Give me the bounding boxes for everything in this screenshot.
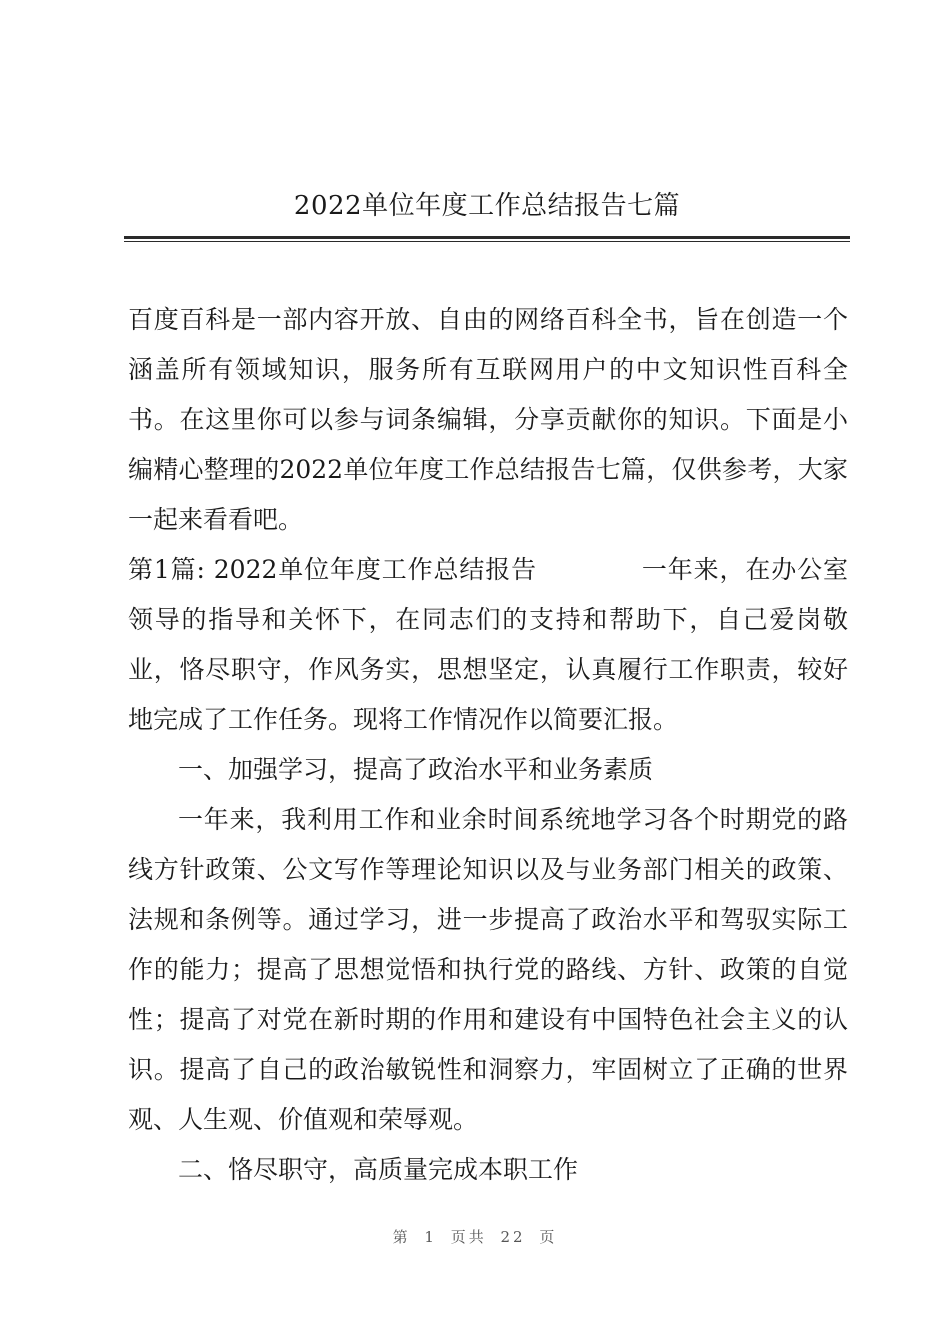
section-1-text: 一年来，在办公室领导的指导和关怀下，在同志们的支持和帮助下，自己爱岗敬业，恪尽职守，作风务实，思想坚定，认真履行工作职责，较好地完成了工作任务。现将工作情况作以简要汇报。	[128, 555, 848, 734]
intro-paragraph: 百度百科是一部内容开放、自由的网络百科全书，旨在创造一个涵盖所有领域知识，服务所有互联网用户的中文知识性百科全书。在这里你可以参与词条编辑，分享贡献你的知识。下面是小编精心整理的2022单位年度工作总结报告七篇，仅供参考，大家一起来看看吧。	[128, 305, 848, 534]
document-title: 2022单位年度工作总结报告七篇	[293, 191, 681, 221]
page-footer: 第 1 页共 22 页	[392, 1228, 558, 1246]
title-divider-thin	[124, 241, 850, 242]
document-body	[128, 295, 848, 1195]
title-divider-thick	[124, 236, 850, 239]
subheading-2: 二、恪尽职守，高质量完成本职工作	[178, 1155, 579, 1184]
subheading-1: 一、加强学习，提高了政治水平和业务素质	[178, 755, 654, 784]
section-1-heading: 第1篇: 2022单位年度工作总结报告	[128, 555, 537, 584]
paragraph-1: 一年来，我利用工作和业余时间系统地学习各个时期党的路线方针政策、公文写作等理论知识以及与业务部门相关的政策、法规和条例等。通过学习，进一步提高了政治水平和驾驭实际工作的能力；提高了思想觉悟和执行党的路线、方针、政策的自觉性；提高了对党在新时期的作用和建设有中国特色社会主义的认识。提高了自己的政治敏锐性和洞察力，牢固树立了正确的世界观、人生观、价值观和荣辱观。	[128, 805, 848, 1134]
section-1-paragraph	[128, 545, 848, 745]
